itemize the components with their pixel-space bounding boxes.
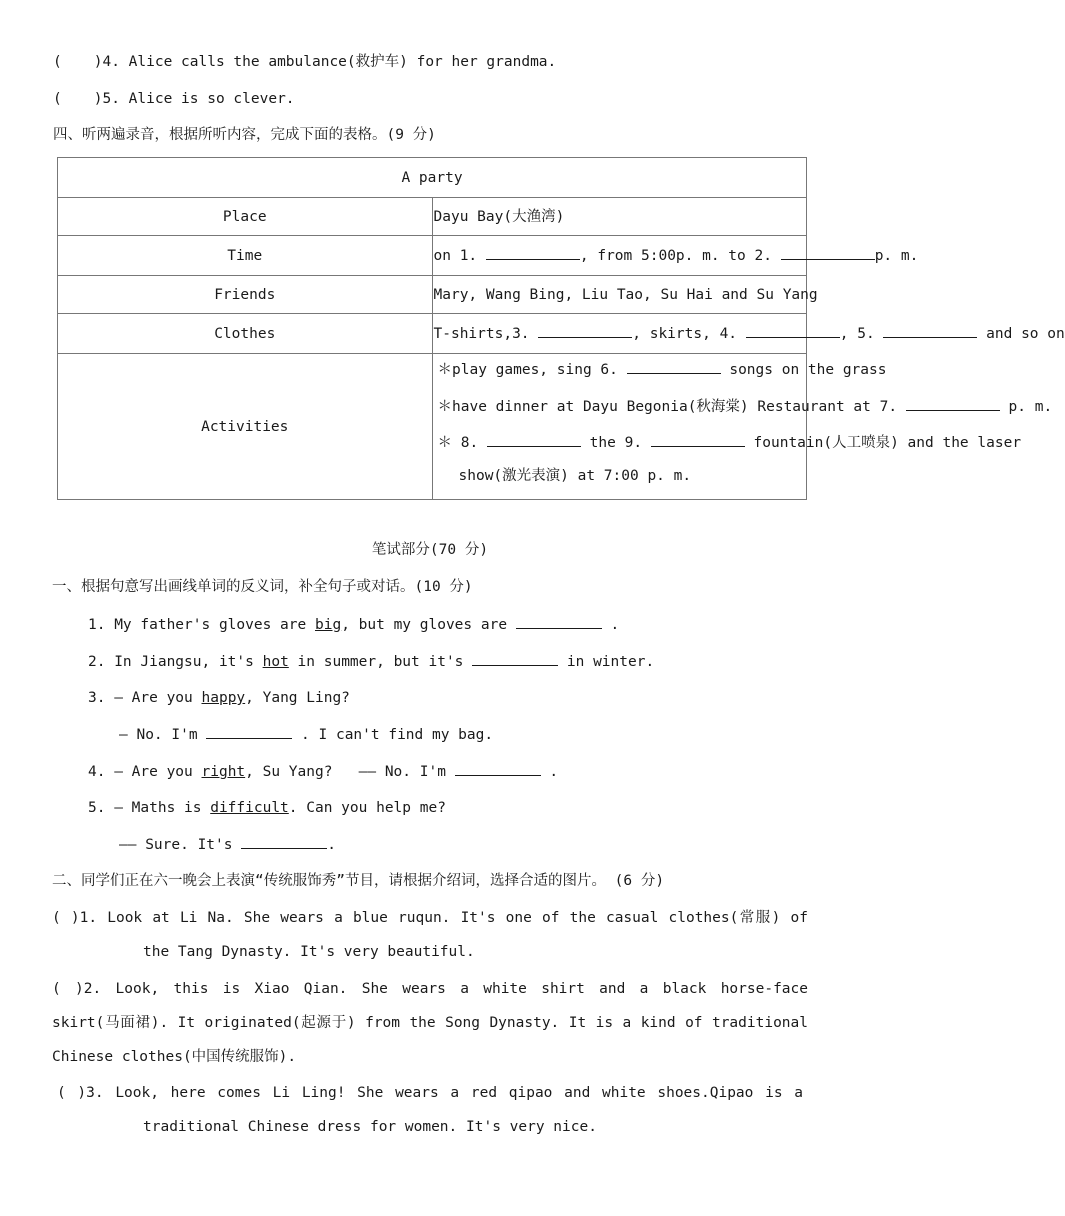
listening-q5: ( )5. Alice is so clever. [53,91,295,107]
table-title: A party [58,158,807,198]
party-table [57,157,1065,500]
blank-6[interactable] [627,359,721,374]
q4-text: 4. Alice calls the ambulance(救护车) for her grandma. [102,54,557,70]
clothes-value: T-shirts,3. , skirts, 4. , 5. and so on [432,314,807,354]
blank-8[interactable] [487,432,581,447]
s2-q1-line2: the Tang Dynasty. It's very beautiful. [143,944,475,960]
underlined-word: right [201,764,246,780]
activities-value [432,354,1053,500]
s1-q5-reply: —— Sure. It's . [119,834,336,855]
section4-title: 四、听两遍录音，根据所听内容，完成下面的表格。(9 分) [53,127,436,143]
activities-label: Activities [58,354,433,500]
section2-title: 二、同学们正在六一晚会上表演“传统服饰秀”节目，请根据介绍词，选择合适的图片。 (6 分) [52,873,665,889]
blank-7[interactable] [906,396,1000,411]
activity-1: ＊play games, sing 6. songs on the grass [438,359,887,380]
place-label: Place [58,198,433,236]
underlined-word: difficult [210,800,289,816]
blank-4[interactable] [746,323,840,338]
q5-text: 5. Alice is so clever. [102,91,295,107]
answer-blank[interactable] [206,724,292,739]
listening-q4: ( )4. Alice calls the ambulance(救护车) for her grandma. [53,54,557,70]
s2-q2-line2: skirt(马面裙). It originated(起源于) from the Song Dynasty. It is a kind of traditional [52,1015,808,1031]
blank-9[interactable] [651,432,745,447]
written-title: 笔试部分(70 分) [371,542,489,558]
blank-3[interactable] [538,323,632,338]
s2-q3-line2: traditional Chinese dress for women. It's very nice. [143,1119,597,1135]
blank-2[interactable] [781,245,875,260]
activity-3: ＊ 8. the 9. fountain(人工喷泉) and the laser [438,432,1022,453]
s2-q2-line1: ( )2. Look, this is Xiao Qian. She wears a white shirt and a black horse-face [52,981,808,997]
s1-q5: 5. — Maths is difficult. Can you help me? [88,800,446,816]
underlined-word: big [314,617,342,633]
s1-q2: 2. In Jiangsu, it's hot in summer, but it's in winter. [88,651,654,672]
s1-q3-reply: — No. I'm . I can't find my bag. [119,724,493,745]
time-value: on 1. , from 5:00p. m. to 2. p. m. [432,236,807,276]
answer-blank[interactable] [472,651,558,666]
blank-1[interactable] [486,245,580,260]
clothes-label: Clothes [58,314,433,354]
s2-q2-line3: Chinese clothes(中国传统服饰). [52,1049,297,1065]
time-label: Time [58,236,433,276]
s2-q1-line1: ( )1. Look at Li Na. She wears a blue ruqun. It's one of the casual clothes(常服) of [52,910,808,926]
underlined-word: happy [201,690,246,706]
answer-blank[interactable] [516,614,602,629]
blank-5[interactable] [883,323,977,338]
answer-blank[interactable] [241,834,327,849]
friends-value: Mary, Wang Bing, Liu Tao, Su Hai and Su Yang [432,276,807,314]
s2-q3-line1: ( )3. Look, here comes Li Ling! She wears a red qipao and white shoes.Qipao is a [57,1085,803,1101]
activity-2: ＊have dinner at Dayu Begonia(秋海棠) Restaurant at 7. p. m. [438,396,1053,417]
answer-blank[interactable] [455,761,541,776]
activity-3-cont: show(激光表演) at 7:00 p. m. [458,468,692,484]
s1-q4: 4. — Are you right, Su Yang? —— No. I'm . [88,761,558,782]
s1-q3: 3. — Are you happy, Yang Ling? [88,690,350,706]
underlined-word: hot [262,654,289,670]
section1-title: 一、根据句意写出画线单词的反义词，补全句子或对话。(10 分) [52,579,473,595]
friends-label: Friends [58,276,433,314]
place-value: Dayu Bay(大渔湾) [432,198,807,236]
s1-q1: 1. My father's gloves are big, but my gloves are . [88,614,619,635]
